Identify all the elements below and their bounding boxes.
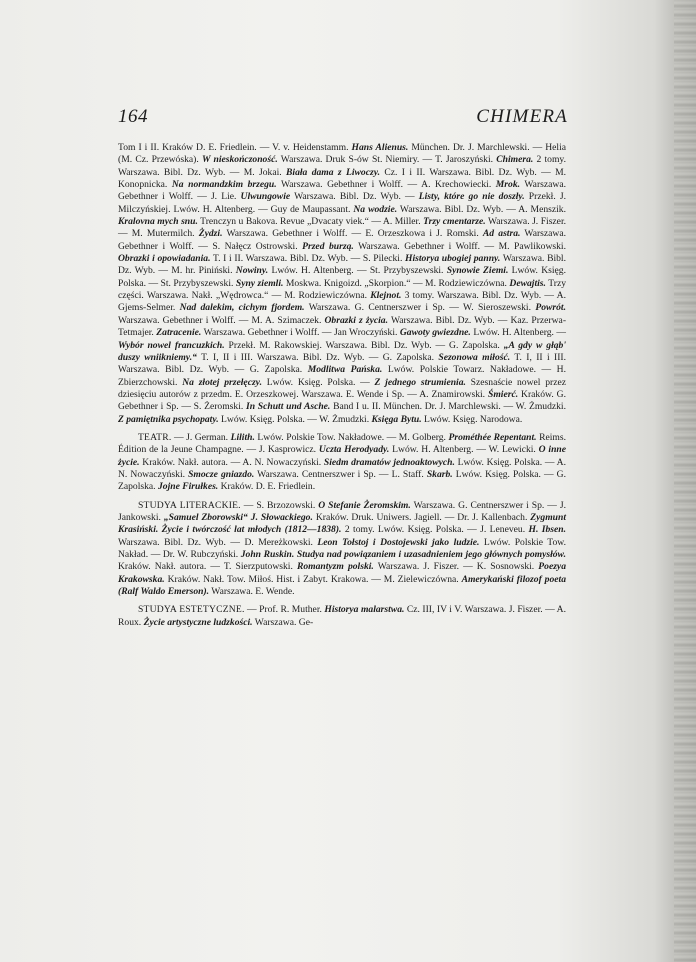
work-title: Synowie Ziemi. xyxy=(446,265,509,277)
bibliography-paragraph xyxy=(118,500,566,599)
section-heading: STUDYA ESTETYCZNE. xyxy=(138,604,245,616)
work-title: Żydzi. xyxy=(198,228,223,240)
entry-text: Warszawa. Ge- xyxy=(252,616,314,628)
entry-text: Trzy części. Warszawa. Nakł. „Wędrowca.“ — M. Rodziewiczówna. xyxy=(118,277,567,302)
entry-text: Kraków. G. Gebethner i Sp. — S. Żeromski. xyxy=(118,388,566,413)
work-title: John Ruskin. Studya nad powiązaniem i uzasadnieniem jego głównych pomysłów. xyxy=(240,549,566,560)
work-title: Księga Bytu. xyxy=(371,413,422,425)
section-heading: STUDYA LITERACKIE. xyxy=(138,499,241,511)
entry-text: Cz. III, IV i V. Warszawa. J. Fiszer. — A. Roux. xyxy=(118,604,566,628)
bibliography-paragraph xyxy=(118,604,566,629)
work-title: H. Ibsen. xyxy=(528,524,567,536)
entry-text: Kraków. Nakł. autora. — A. N. Nowaczyński. xyxy=(139,456,324,468)
work-title: Chimera. xyxy=(496,154,534,166)
entry-text: Lwów. Księg. Narodowa. xyxy=(421,413,523,425)
work-title: W nieskończoność. xyxy=(201,154,278,166)
entry-text: Warszawa. E. Wende. xyxy=(209,586,295,598)
entry-text: Warszawa. Gebethner i Wolff. — E. Orzeszkowa i J. Romski. xyxy=(222,228,483,240)
entry-text: Warszawa. G. Centnerszwer i Sp. — J. Jankowski. xyxy=(118,499,567,523)
entry-text: Warszawa. Gebethner i Wolff. — Jan Wroczyński. xyxy=(201,327,400,339)
work-title: Obrazki i opowiadania. xyxy=(118,253,211,265)
work-title: Na złotej przełęczy. xyxy=(182,376,262,388)
work-title: Mrok. xyxy=(495,179,521,191)
work-title: Z jednego strumienia. xyxy=(374,376,466,388)
work-title: Gawoty gwiezdne. xyxy=(399,327,471,339)
entry-text: Warszawa. J. Fiszer. — M. Mutermilch. xyxy=(118,216,567,240)
entry-text: Warszawa. Centnerszwer i Sp. — L. Staff. xyxy=(254,468,427,480)
work-title: Kralovna mych snu. xyxy=(118,216,198,228)
work-title: Historya ubogiej panny. xyxy=(405,253,501,265)
work-title: Życie artystyczne ludzkości. xyxy=(143,616,253,628)
entry-text: Lwów. Księg. Polska. — xyxy=(262,376,375,388)
entry-text: T. I, II i III. Warszawa. Bibl. Dz. Wyb. — G. Zapolska. xyxy=(196,351,439,363)
work-title: O Stefanie Żeromskim. xyxy=(318,499,411,511)
work-title: O inne życie. xyxy=(118,444,567,468)
entry-text: Lwów. H. Altenberg. — xyxy=(470,327,566,339)
work-title: Na wodzie. xyxy=(353,203,398,215)
entry-text: Lwów. Polskie Tow. Nakład. — Dr. W. Rubczyński. xyxy=(118,536,566,560)
work-title: Nowiny. xyxy=(235,265,269,277)
entry-text: T. I i II. Warszawa. Bibl. Dz. Wyb. — S. Pilecki. xyxy=(210,253,406,265)
section-heading: TEATR. xyxy=(138,431,172,443)
entry-text: Szesnaście nowel przez dziesięciu autorów z przedm. E. Orzeszkowej. Warszawa. E. Wende i Sp. — A. Znamirowski. xyxy=(118,376,567,400)
work-title: Skarb. xyxy=(426,468,453,480)
running-head: CHIMERA xyxy=(476,106,568,127)
entry-text: Warszawa. Bibl. Dz. Wyb. — D. Mereżkowski. xyxy=(118,536,318,548)
entry-text: Warszawa. J. Fiszer. — K. Sosnowski. xyxy=(373,561,539,573)
page-edge-shadow xyxy=(674,0,696,962)
entry-text: Warszawa. G. Centnerszwer i Sp. — W. Sieroszewski. xyxy=(304,302,536,314)
work-title: Poezya Krakowska. xyxy=(118,561,566,585)
entry-text: Lwów. Księg. Polska. — A. N. Nowaczyński. xyxy=(118,456,567,480)
entry-text: Lwów. Księg. Polska. — W. Żmudzki. xyxy=(218,413,372,425)
bibliography-paragraph xyxy=(118,142,566,426)
work-title: Amerykański filozof poeta (Ralf Waldo Emerson). xyxy=(118,573,566,598)
work-title: Uczta Herodyady. xyxy=(318,444,390,456)
work-title: Biała dama z Liwoczy. xyxy=(286,166,381,178)
entry-text: Warszawa. Bibl. Dz. Wyb. — A. Menszik. xyxy=(397,203,566,215)
work-title: Historya malarstwa. xyxy=(324,604,405,616)
entry-text: Przekł. J. Milczyńskiej. Lwów. H. Altenberg. — Guy de Maupassant. xyxy=(118,191,566,215)
work-title: Siedm dramatów jednoaktowych. xyxy=(323,456,455,468)
work-title: „Samuel Zborowski“ J. Słowackiego. xyxy=(163,511,313,523)
bibliography-text xyxy=(118,142,566,629)
entry-text: — S. Brzozowski. xyxy=(240,499,319,511)
entry-text: Warszawa. Gebethner i Wolff. — S. Nałęcz Ostrowski. xyxy=(118,228,566,252)
work-title: In Schutt und Asche. xyxy=(246,401,331,413)
work-title: Śmierć. xyxy=(488,388,519,400)
work-title: Przed burzą. xyxy=(302,240,354,252)
entry-text: Lwów. Księg. Polska. — St. Przybyszewski. xyxy=(118,265,566,289)
work-title: Trzy cmentarze. xyxy=(423,216,486,228)
work-title: Z pamiętnika psychopaty. xyxy=(118,413,219,425)
entry-text: Przekł. M. Rakowskiej. Warszawa. Bibl. Dz. Wyb. — G. Zapolska. xyxy=(224,339,504,351)
entry-text: Tom I i II. Kraków D. E. Friedlein. — V. v. Heidenstamm. xyxy=(118,142,352,153)
entry-text: Warszawa. Gebethner i Wolff. — M. Pawlikowski. xyxy=(353,240,566,252)
work-title: Sezonowa miłość. xyxy=(438,351,511,363)
entry-text: Lwów. H. Altenberg. — St. Przybyszewski. xyxy=(268,265,447,277)
work-title: Obrazki z życia. xyxy=(324,314,389,326)
work-title: Hans Alienus. xyxy=(351,142,409,153)
work-title: Leon Tołstoj i Dostojewski jako ludzie. xyxy=(317,536,480,548)
entry-text: 2 tomy. Warszawa. Bibl. Dz. Wyb. — M. Jokai. xyxy=(118,154,566,178)
page-number: 164 xyxy=(118,106,148,127)
entry-text: Kraków. Druk. Uniwers. Jagiell. — Dr. J. Kallenbach. xyxy=(312,511,531,523)
entry-text: — J. German. xyxy=(171,431,231,443)
entry-text: 2 tomy. Lwów. Księg. Polska. — J. Leneveu. xyxy=(341,524,529,536)
bibliography-paragraph xyxy=(118,432,566,494)
work-title: Syny ziemli. xyxy=(235,277,284,289)
work-title: Romantyzm polski. xyxy=(296,561,374,573)
entry-text: Trenczyn u Bakova. Revue „Dvacaty viek.“ — A. Miller. xyxy=(197,216,424,228)
work-title: Modlitwa Pańska. xyxy=(307,364,383,376)
work-title: Zatracenie. xyxy=(156,327,202,339)
work-title: Listy, które go nie doszły. xyxy=(418,191,525,203)
entry-text: Moskwa. Knigoizd. „Skorpion.“ — M. Rodziewiczówna. xyxy=(283,277,510,289)
work-title: „A gdy w głąb' duszy wniikniemy.“ xyxy=(118,339,566,363)
entry-text: Warszawa. Bibl. Dz. Wyb. — M. hr. Piniński. xyxy=(118,253,566,277)
work-title: Ulwungowie xyxy=(240,191,291,203)
entry-text: Warszawa. Bibl. Dz. Wyb. — xyxy=(290,191,419,203)
entry-text: Kraków. D. E. Friedlein. xyxy=(218,481,316,493)
entry-text: Reims. Édition de la Jeune Champagne. — J. Kasprowicz. xyxy=(118,431,566,456)
entry-text: Warszawa. Bibl. Dz. Wyb. — Kaz. Przerwa-Tetmajer. xyxy=(118,314,567,339)
page-header xyxy=(118,104,568,132)
work-title: Lilith. xyxy=(230,431,255,443)
work-title: Powrót. xyxy=(535,302,566,314)
work-title: Ad astra. xyxy=(482,228,521,240)
entry-text: Lwów. Polskie Towarz. Nakładowe. — H. Zbierzchowski. xyxy=(118,364,567,388)
entry-text: Warszawa. Gebethner i Wolff. — A. Krechowiecki. xyxy=(276,179,496,191)
entry-text: Warszawa. Druk S-ów St. Niemiry. — T. Jaroszyński. xyxy=(277,154,497,166)
entry-text: Lwów. Księg. Polska. — G. Zapolska. xyxy=(118,468,566,493)
work-title: Klejnot. xyxy=(370,290,402,302)
work-title: Nad dalekim, cichym fjordem. xyxy=(179,302,305,314)
work-title: Wybór nowel francuzkich. xyxy=(118,339,225,351)
entry-text: Warszawa. Gebethner i Wolff. — M. A. Szimaczek. xyxy=(118,314,325,326)
entry-text: Cz. I i II. Warszawa. Bibl. Dz. Wyb. — M. Konopnicka. xyxy=(118,166,567,191)
work-title: Jojne Firułkes. xyxy=(157,481,219,493)
entry-text: Band I u. II. München. Dr. J. Marchlewski. — W. Żmudzki. xyxy=(330,401,566,413)
entry-text: Lwów. H. Altenberg. — W. Lewicki. xyxy=(389,444,539,456)
work-title: Zygmunt Krasiński. Życie i twórczość lat młodych (1812—1838). xyxy=(118,511,566,536)
entry-text: Warszawa. Gebethner i Wolff. — J. Lie. xyxy=(118,179,566,203)
work-title: Dewajtis. xyxy=(509,277,546,289)
entry-text: Lwów. Polskie Tow. Nakładowe. — M. Golberg. xyxy=(254,431,449,443)
entry-text: Kraków. Nakł. autora. — T. Sierzputowski. xyxy=(118,561,297,573)
entry-text: 3 tomy. Warszawa. Bibl. Dz. Wyb. — A. Gjems-Selmer. xyxy=(118,290,566,314)
entry-text: Kraków. Nakł. Tow. Miłoś. Hist. i Zabyt. Krakowa. — M. Zielewiczówna. xyxy=(164,573,462,585)
entry-text: T. I, II i III. Warszawa. Bibl. Dz. Wyb. — G. Zapolska. xyxy=(118,351,567,376)
work-title: Prométhée Repentant. xyxy=(448,431,537,443)
entry-text: — Prof. R. Muther. xyxy=(244,604,325,616)
work-title: Smocze gniazdo. xyxy=(188,468,255,480)
entry-text: München. Dr. J. Marchlewski. — Helia (M. Cz. Przewóska). xyxy=(118,142,566,166)
work-title: Na normandzkim brzegu. xyxy=(171,179,277,191)
